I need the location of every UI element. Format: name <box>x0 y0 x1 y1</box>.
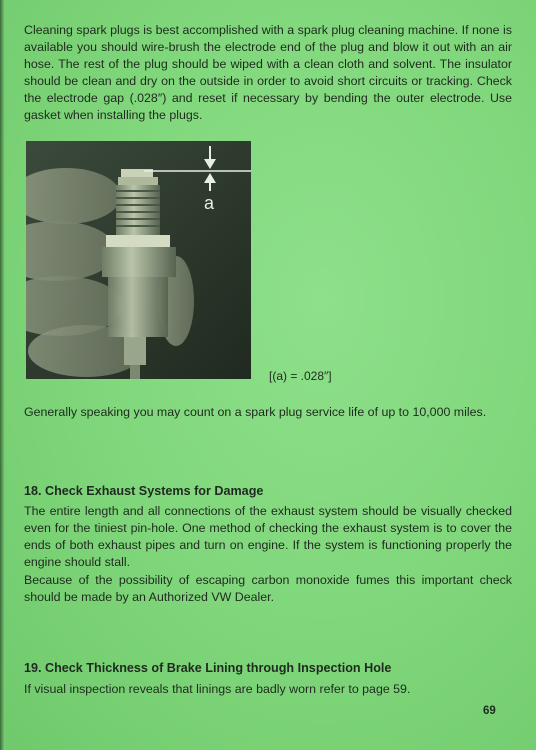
service-life-paragraph: Generally speaking you may count on a spark plug service life of up to 10,000 miles. <box>24 405 487 419</box>
spark-plug-photo <box>26 141 251 379</box>
brake-heading: 19. Check Thickness of Brake Lining through Inspection Hole <box>24 661 392 675</box>
page-edge-shadow <box>0 0 5 750</box>
carbon-monoxide-paragraph: Because of the possibility of escaping carbon monoxide fumes this important check should be made by an Authorized VW Dealer. <box>24 573 512 604</box>
exhaust-heading: 18. Check Exhaust Systems for Damage <box>24 484 264 498</box>
gap-label: a <box>204 193 215 213</box>
page-number: 69 <box>483 705 496 717</box>
spark-plug-illustration <box>26 141 251 379</box>
cleaning-paragraph: Cleaning spark plugs is best accomplished with a spark plug cleaning machine. If none is available you should wire-brush the electrode end of the plug and blow it out with an air hose. The rest of the plug should be wiped with a clean cloth and solvent. The insulator should be clean and dry on the outside in order to avoid short circuits or tracking. Check the electrode gap (.028″) and reset if necessary by bending the outer electrode. Use gasket when installing the plugs. <box>24 23 512 122</box>
exhaust-paragraph: The entire length and all connections of the exhaust system should be visually checked even for the tiniest pin-hole. One method of checking the exhaust system is to cover the ends of both exhaust pipes and turn on engine. If the system is functioning properly the engine should stall. <box>24 504 512 569</box>
brake-paragraph: If visual inspection reveals that linings are badly worn refer to page 59. <box>24 682 411 696</box>
figure-caption: [(a) = .028″] <box>269 369 332 383</box>
